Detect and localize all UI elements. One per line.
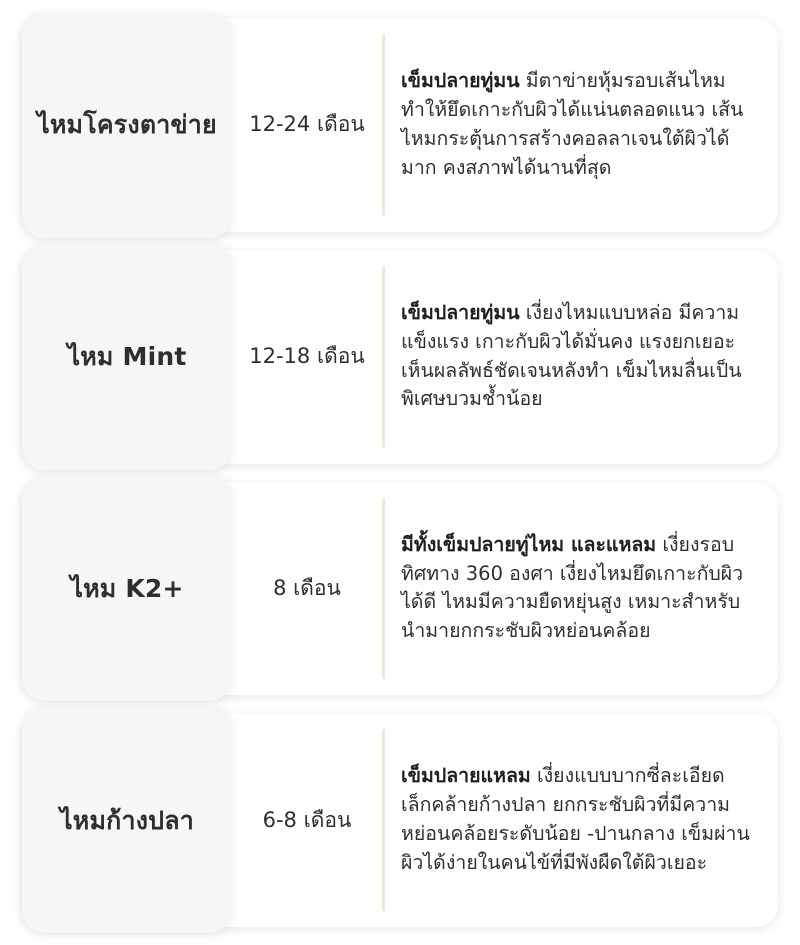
- table-row: [22, 18, 778, 232]
- duration-value: 12-24 เดือน: [249, 112, 365, 137]
- description-text: [401, 762, 752, 877]
- description-rest: เงี่ยงรอบทิศทาง 360 องศา เงี่ยงไหมยึดเกาะกับผิวได้ดี ไหมมีความยืดหยุ่นสูง เหมาะสำหรับนำมายกกระชับผิวหย่อนคล้อย: [401, 532, 744, 643]
- description-lead: เข็มปลายแหลม: [401, 764, 531, 788]
- description-text: [401, 531, 752, 646]
- thread-name-cell: [22, 12, 232, 238]
- duration-value: 12-18 เดือน: [249, 344, 365, 369]
- description-rest: มีตาข่ายหุ้มรอบเส้นไหม ทำให้ยึดเกาะกับผิวได้แน่นตลอดแนว เส้นไหมกระตุ้นการสร้างคอลลาเจนใต้ผิวได้มาก คงสภาพได้นานที่สุด: [401, 69, 744, 179]
- row-divider: [382, 266, 385, 448]
- duration-value: 8 เดือน: [273, 575, 341, 600]
- row-divider: [382, 729, 385, 911]
- duration-cell: [232, 482, 382, 696]
- thread-name-cell: [22, 476, 232, 702]
- duration-value: 6-8 เดือน: [262, 807, 352, 832]
- description-lead: เข็มปลายทู่มน: [401, 300, 520, 324]
- description-cell: [401, 18, 778, 232]
- row-divider: [382, 34, 385, 216]
- description-cell: [401, 482, 778, 696]
- thread-name: ไหมโครงตาข่าย: [37, 110, 217, 140]
- description-lead: เข็มปลายทู่มน: [401, 69, 520, 93]
- table-row: [22, 482, 778, 696]
- duration-cell: [232, 250, 382, 464]
- thread-name-cell: [22, 244, 232, 470]
- description-rest: เงี่ยงไหมแบบหล่อ มีความแข็งแรง เกาะกับผิวได้มั่นคง แรงยกเยอะ เห็นผลลัพธ์ชัดเจนหลังทำ เข็มไหมลื่นเป็นพิเศษบวมช้ำน้อย: [401, 300, 742, 411]
- description-cell: [401, 250, 778, 464]
- thread-name-cell: [22, 707, 232, 933]
- thread-name: ไหม K2+: [70, 573, 184, 603]
- description-cell: [401, 713, 778, 927]
- description-text: [401, 67, 752, 182]
- table-row: [22, 250, 778, 464]
- row-divider: [382, 498, 385, 680]
- description-lead: มีทั้งเข็มปลายทู่ไหม และแหลม: [401, 532, 657, 556]
- thread-name: ไหมก้างปลา: [60, 805, 194, 835]
- thread-name: ไหม Mint: [67, 342, 187, 371]
- table-row: [22, 713, 778, 927]
- description-rest: เงี่ยงแบบบากซี่ละเอียดเล็กคล้ายก้างปลา ยกกระชับผิวที่มีความหย่อนคล้อยระดับน้อย -ปานกลาง เข็มผ่านผิวได้ง่ายในคนไข้ที่มีพังผืดใต้ผิวเยอะ: [401, 764, 750, 874]
- duration-cell: [232, 713, 382, 927]
- duration-cell: [232, 18, 382, 232]
- description-text: [401, 299, 752, 414]
